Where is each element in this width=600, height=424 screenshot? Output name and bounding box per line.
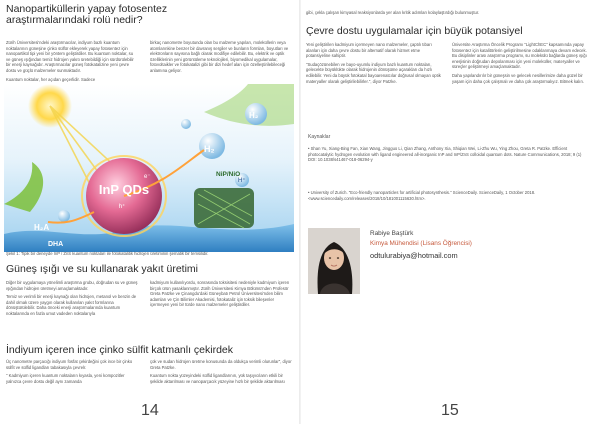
author-name: Rabiye Baştürk [370,230,414,237]
paragraph: " Kadmiyum içeren kuantum noktaların kıyasla, yeni kompozitler yalnızca çevre dostu değil aynı zamanda [6,373,125,384]
proton-label: H⁺ [238,178,246,184]
right-column-1 [306,42,442,130]
paragraph: Üniversite Araştırma Öncelik Programı "LightChEC" kapsamında yapay fotosentez için katalitörlerin geliştirilmesine odaklanmaya devam edecek. Bu disiplinler arası araştırma programı, su molekülü bağlarda güneş ışığı enerjisinin doğrudan depolanması için yeni moleküller, materyaller ve süreçler geliştirmeyi amaçlamaktadır. [452,42,587,70]
paragraph: birkaç nanometre boyutunda olan bu malzeme yapıları, moleküllerin veya atomlarınkine benzer bir davranış sergiler ve bunların formları, boyutları ve elektronların sayısına bağlı olarak modifiye edilebilir. Bu, elektrik ve optik özelliklerinin yeni görüntüleme teknolojileri, biyomedikal uygulamalar, fotovoltaikler ve fotokatalizi gibi bir dizi hedef alan için özelleştirilebileceği anlamına geliyor. [150,40,289,73]
avatar [308,228,360,294]
author-role: Kimya Mühendisi (Lisans Öğrencisi) [370,240,472,247]
electron-label: e⁻ [144,174,151,180]
hole-label: h⁺ [118,204,126,210]
right-column-2 [452,42,592,130]
paragraph: Üç nanometre parçacığı indiyum fosfat çekirdeğini çok ince bir çinko sülfit ve sülfid ligandları tabakasıyla çevrelr. [6,359,133,370]
reference-item: • University of Zurich. "Eco-friendly nanoparticles for artificial photosynthesis." ScienceDaily. ScienceDaily, 1 October 2018. <www.sciencedaily.com/releases/2018/10/181001115630.htm>. [308,190,536,201]
page-number: 14 [141,402,159,419]
right-page [300,0,600,424]
paragraph: "Sudaçözünebilen ve bayo-uyumlu indiyum bazlı kuantum noktaları, gelecekte büyüklükte olarak hidrojenin dönüşüme açarakları da hızlı edilebilir. Yeni da büyük fotokatal bayoarenatcılar doğrusal olmayan optik materyaller olarak geliştirilebilirler.", diyor Patzke. [306,61,441,84]
section-title: İndiyum içeren ince çinko sülfit katmanlı çekirdek [6,344,234,356]
page-number: 15 [441,402,459,419]
paragraph: Kuantum noktalar, her açıdan geçerlidir. Sadece [6,76,96,82]
paragraph: Kuantum nokta yüzeyindeki sülfid ligandlarının, yük taşıyıcıların etkili bir şekilde aktarılması ve nanoparçacık yüzeyine hızlı bir şekilde aktarılması [150,373,285,384]
references-heading: Kaynaklar [308,134,331,140]
section-title: Çevre dostu uygulamalar için büyük potansiyel [306,25,523,37]
author-block [308,228,590,296]
article-title: Nanopartiküllerin yapay fotosentez araştırmalarındaki rolü nedir? [6,3,168,27]
paragraph: Diğer bir uygulamaya yönelimli araştırma grubu, doğrudan su ve güneş ışığından hidrojen üretmeyi amaçlamaktadır. [6,280,138,291]
h2-label: H₂ [204,144,215,154]
h2a-label: H₂A [34,223,50,232]
author-email[interactable]: odtulurabiya@hotmail.com [370,251,458,260]
intro-continuation [306,10,591,22]
paragraph: çok ve sudan hidrojen üretme konusunda da oldukça verimli olurunlar", diyor Greta Patzke. [150,359,292,370]
section-title: Güneş ışığı ve su kullanarak yakıt üretimi [6,263,198,275]
quantum-dot-figure [4,84,294,252]
author-photo [308,228,360,294]
section3-column-1 [6,359,138,399]
figure-illustration [4,84,294,252]
figure-caption: Şekil 1: Tipik bir deneyde InP / ZnS kuantum noktaları ile fotokatalitik hidrojen üretiminin şematik bir temsilidir. [6,251,209,256]
section3-column-2 [150,359,292,399]
section2-column-2 [150,280,292,344]
qd-label: InP QDs [98,182,150,197]
paragraph: Temiz ve verimli bir enerji kaynağı olan hidrojen, metanol ve benzin de dahil olmak üzere yaygın olarak kullanılan yakıt formlarına dönüştürülebilir. Daha önceki enerji araştırmalarında kuantum noktalarında en fazla umut vadeden noktalarıyla [6,294,137,316]
paragraph: Yeni geliştirilen kadmiyum içermeyen nano malzemeler, çaptılı tıbarı alanları için daha çevre dostu bir alternatif olarak hizmet etme potansiyeline sahiptir. [306,42,432,59]
catalyst-block [194,188,254,228]
nickel-label: NiP/NiO [216,171,241,178]
paragraph: Zürih Üniversitesi'ndeki araştırmacılar, indiyum bazlı kuantum noktalarının güneşine çinko sülfür ekleyerek yapay fotosentez için nanopartikül tipi yeni bir yöntem geliştirdiler. Bu kuantum noktalar, su ve güneş ışığından temiz hidrojen yakıtı üretebildiği için sürdürülebilir bir enerji kaynağıdır. Araştırmacılar güneş fotokatalizine yeni çevre dostu ve güçlü malzemeler sunmaktadır. [6,40,134,73]
intro-column-2 [150,40,292,84]
intro-column-1 [6,40,138,84]
paragraph: kadmiyum kullanılıyordu, sonrasında toksisitesi nedeniyle kadmiyum içeren birçok ürün yasaklanmıştır. Zürih Üniversitesi Kimya Bölümü'nden Profesör Greta Patzke ve Çinangdu'daki Güneybatı Petrol Üniversitesi'nden bilim adamları ve Çin Bilimler Akademisi, fotokataliz için toksik bileşenler içermeyen yeni bir türde nano malzemeler geliştirdiler. [150,280,290,308]
dha-label: DHA [48,241,64,248]
reference-item: • Shan Yu, Xiang-Bing Fan, Xian Wang, Jingguo Li, Qian Zhang, Anthony Xia, Shiqian Wei, Li-Zhu Wu, Ying Zhou, Greta R. Patzke. Efficient photocatalytic hydrogen evolution with ligand engineered all-inorganic InP and InP/ZnS colloidal quantum dots. Nature Communications, 2018; 9 (1) DOI: 10.1038/s41467-018-06294-y [308,146,582,163]
section2-column-1 [6,280,138,344]
paragraph: gibi, çekla çalışan kimyasal reaksiyonlarda yer alan kritik adımları kolaylaştırdığı bulunmuştur. [306,10,480,15]
h2-top-label: H₂ [249,111,259,120]
paragraph: Daha yapılandırılır bir güneşsin ve gelecek nesillerimize daha güzel bir yaşam için daha çok çalışmalı ve daha çok araştırmalıyız. Bitmek kalın. [452,72,584,84]
